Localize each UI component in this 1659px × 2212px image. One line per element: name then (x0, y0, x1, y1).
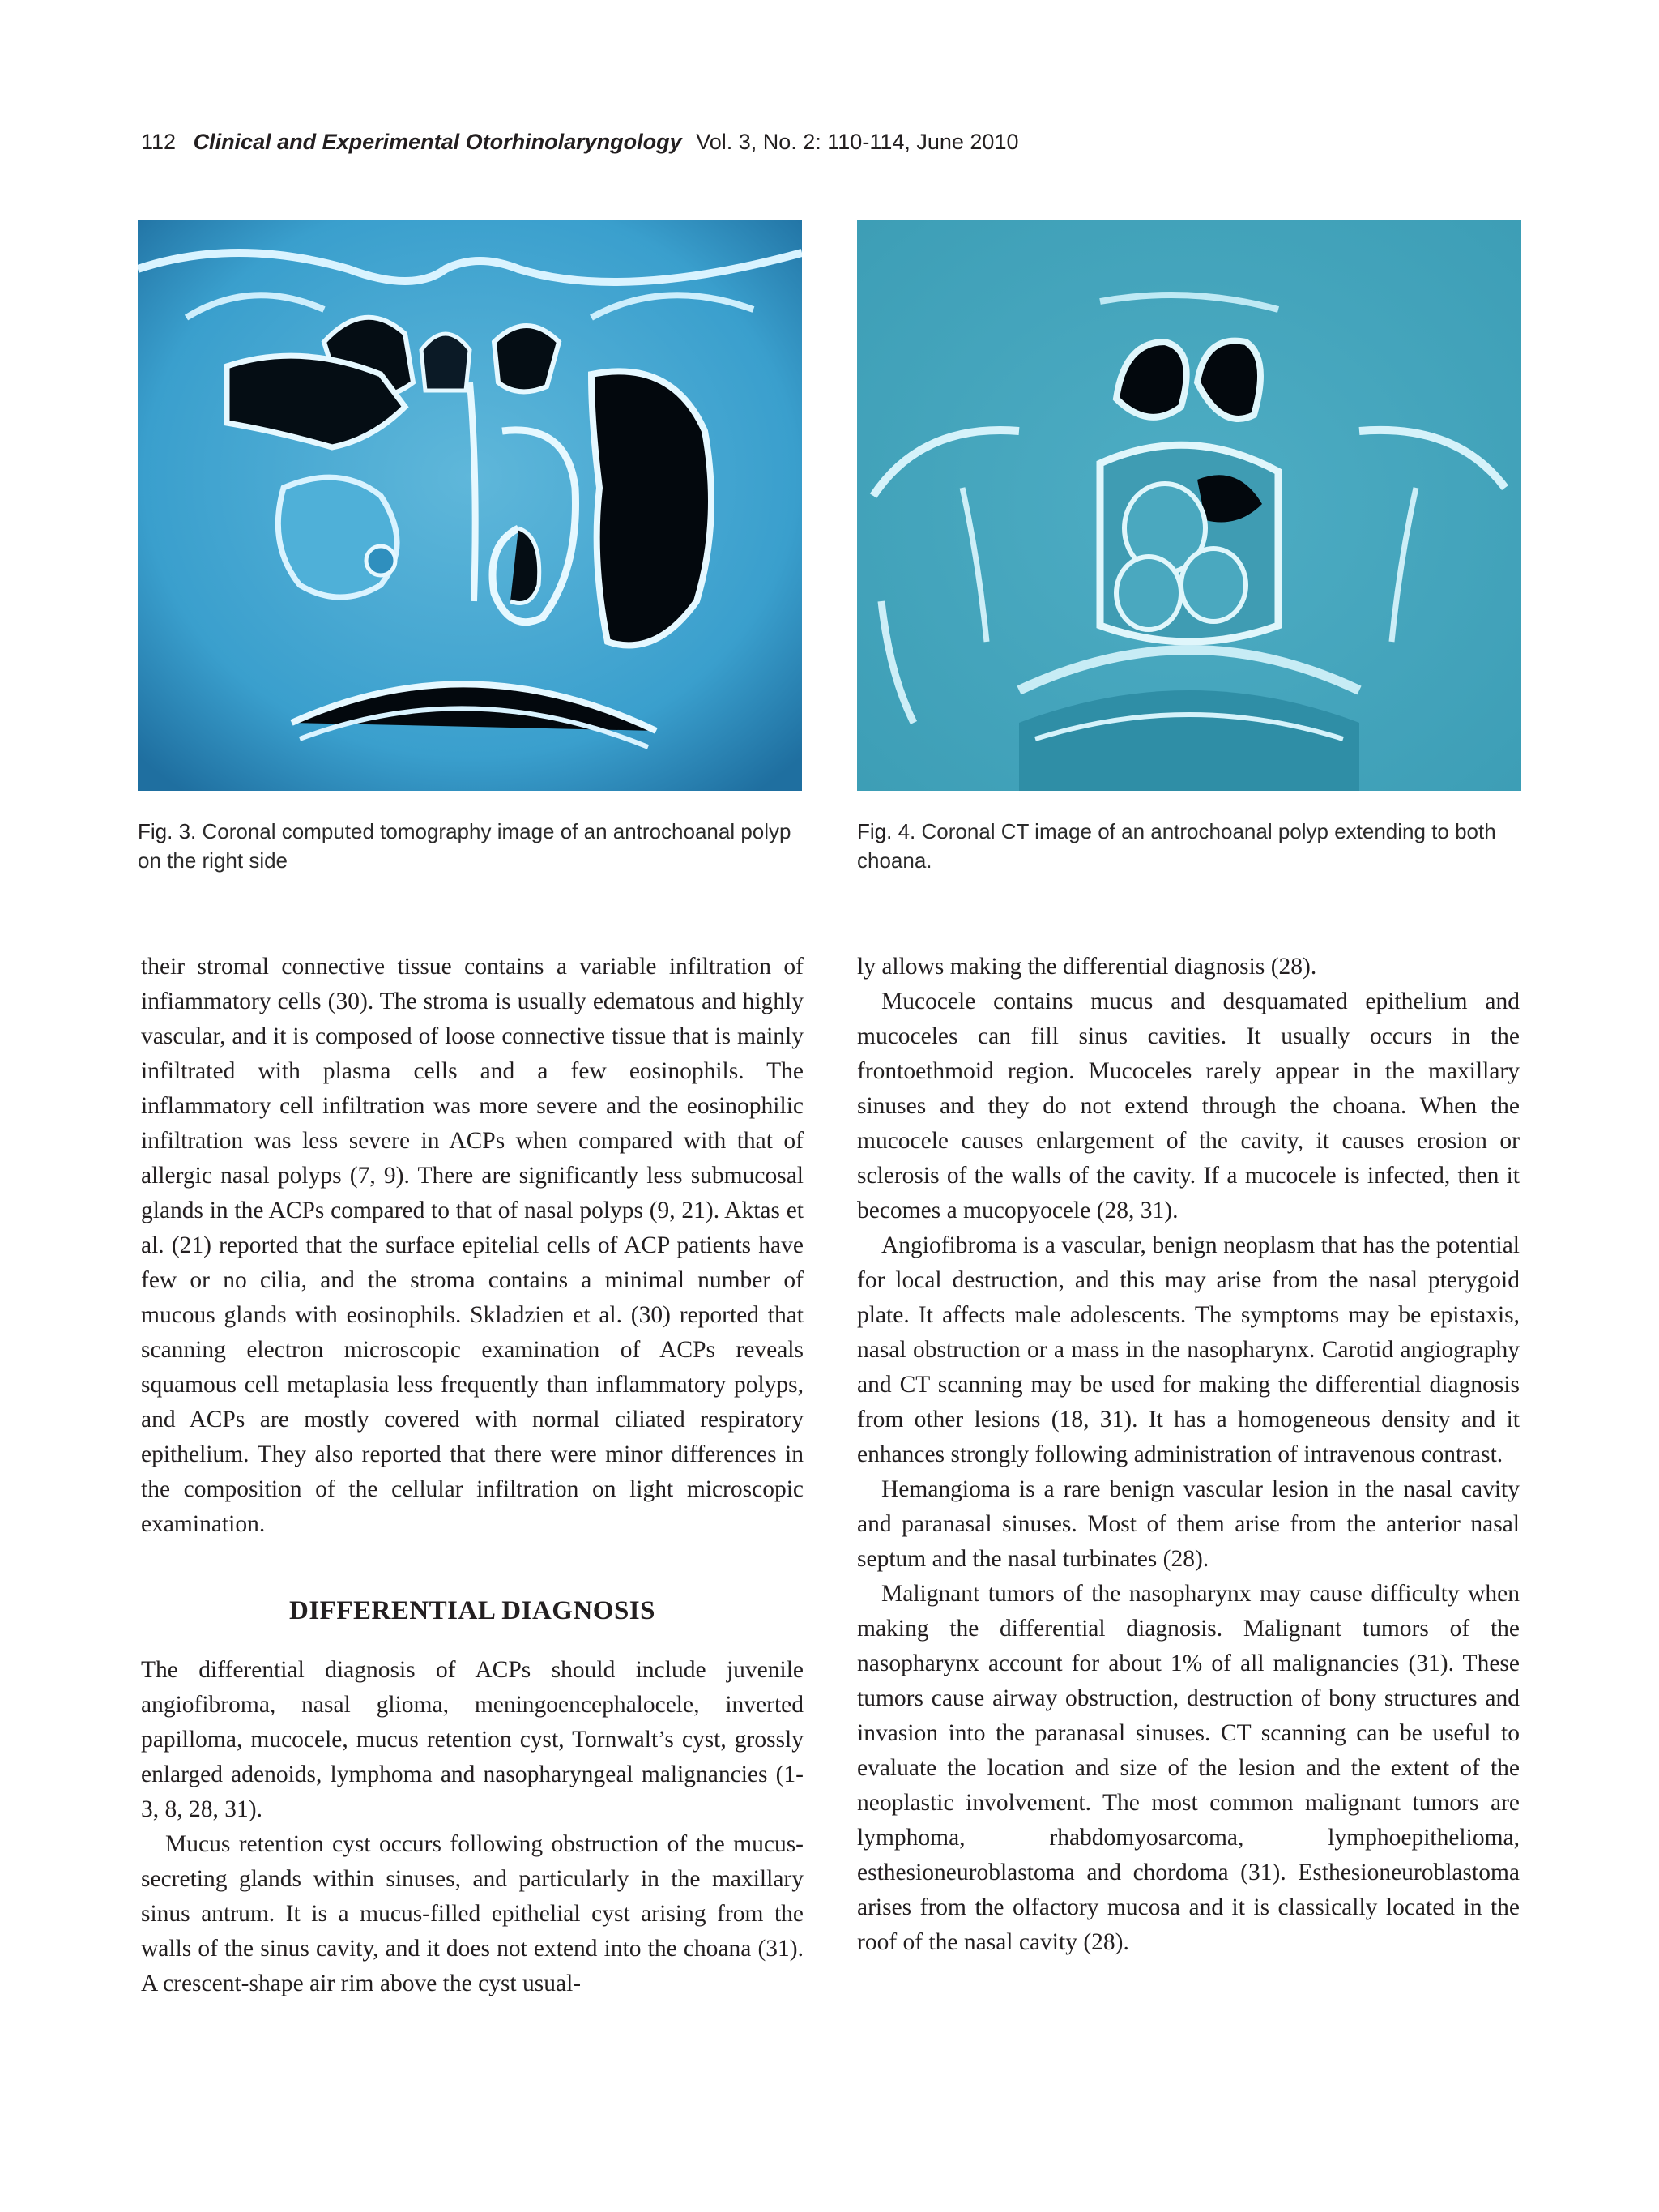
figure-3-ct-image (138, 220, 802, 791)
paragraph: Malignant tumors of the nasopharynx may cause difficulty when making the differential diagnosis. Malignant tumors of the nasopharynx account for about 1% of all malignancies (31). These tumors cause airway obstruction, destruction of bony structures and invasion into the paranasal sinuses. CT scanning can be useful to evaluate the location and size of the lesion and the extent of the neoplastic involvement. The most common malignant tumors are lymphoma, rhabdomyosarcoma, lymphoepithelioma, esthesioneuroblastoma and chordoma (31). Esthesioneuroblastoma arises from the olfactory mucosa and it is classically located in the roof of the nasal cavity (28). (857, 1581, 1520, 1955)
paragraph: Mucus retention cyst occurs following obstruction of the mucus-secreting glands within sinuses, and particularly in the maxillary sinus antrum. It is a mucus-filled epithelial cyst arising from the walls of the sinus cavity, and it does not extend into the choana (31). A crescent-shape air rim above the cyst usual- (141, 1831, 804, 1996)
right-column (857, 950, 1520, 1960)
figure-3-caption (138, 817, 802, 875)
journal-title: Clinical and Experimental Otorhinolaryngology (193, 130, 682, 154)
paragraph: Angiofibroma is a vascular, benign neoplasm that has the potential for local destruction, and this may arise from the nasal pterygoid plate. It affects male adolescents. The symptoms may be epistaxis, nasal obstruction or a mass in the nasopharynx. Carotid angiography and CT scanning may be used for making the differential diagnosis from other lesions (18, 31). It has a homogeneous density and it enhances strongly following administration of intravenous contrast. (857, 1232, 1520, 1467)
figure-3-ct-drawing (138, 220, 802, 791)
paragraph: ly allows making the differential diagnosis (28). (857, 954, 1317, 980)
figure-4-ct-drawing (857, 220, 1521, 791)
volume-info: Vol. 3, No. 2: 110-114, June 2010 (696, 130, 1019, 154)
paragraph: their stromal connective tissue contains a variable infiltration of infiammatory cells (30). The stroma is usually edematous and highly vascular, and it is composed of loose connective tissue that is mainly infiltrated with plasma cells and a few eosinophils. The inflammatory cell infiltration was more severe and the eosinophilic infiltration was less severe in ACPs when compared with that of allergic nasal polyps (7, 9). There are significantly less submucosal glands in the ACPs compared to that of nasal polyps (9, 21). Aktas et al. (21) reported that the surface epitelial cells of ACP patients have few or no cilia, and the stroma contains a minimal number of mucous glands with eosinophils. Skladzien et al. (30) reported that scanning electron microscopic examination of ACPs reveals squamous cell metaplasia less frequently than inflammatory polyps, and ACPs are mostly covered with normal ciliated respiratory epithelium. They also reported that there were minor differences in the composition of the cellular infiltration on light microscopic examination. (141, 954, 804, 1537)
figure-4-ct-image (857, 220, 1521, 791)
running-header (141, 130, 1018, 155)
figure-4-caption-text: Coronal CT image of an antrochoanal polyp extending to both choana. (857, 819, 1496, 873)
figure-4-label: Fig. 4. (857, 819, 916, 843)
section-heading: DIFFERENTIAL DIAGNOSIS (288, 1596, 656, 1625)
left-column (141, 950, 804, 2001)
paragraph: Mucocele contains mucus and desquamated epithelium and mucoceles can fill sinus cavities. It usually occurs in the frontoethmoid region. Mucoceles rarely appear in the maxillary sinuses and they do not extend through the choana. When the mucocele causes enlargement of the cavity, it causes erosion or sclerosis of the walls of the cavity. If a mucocele is infected, then it becomes a mucopyocele (28, 31). (857, 989, 1520, 1223)
figure-3-caption-text: Coronal computed tomography image of an antrochoanal polyp on the right side (138, 819, 791, 873)
figure-4-caption (857, 817, 1521, 875)
figure-3-label: Fig. 3. (138, 819, 197, 843)
paragraph: The differential diagnosis of ACPs should include juvenile angiofibroma, nasal glioma, meningoencephalocele, inverted papilloma, mucocele, mucus retention cyst, Tornwalt’s cyst, grossly enlarged adenoids, lymphoma and nasopharyngeal malignancies (1-3, 8, 28, 31). (141, 1657, 804, 1822)
page-number: 112 (141, 130, 177, 154)
paragraph: Hemangioma is a rare benign vascular lesion in the nasal cavity and paranasal sinuses. Most of them arise from the anterior nasal septum and the nasal turbinates (28). (857, 1476, 1520, 1572)
